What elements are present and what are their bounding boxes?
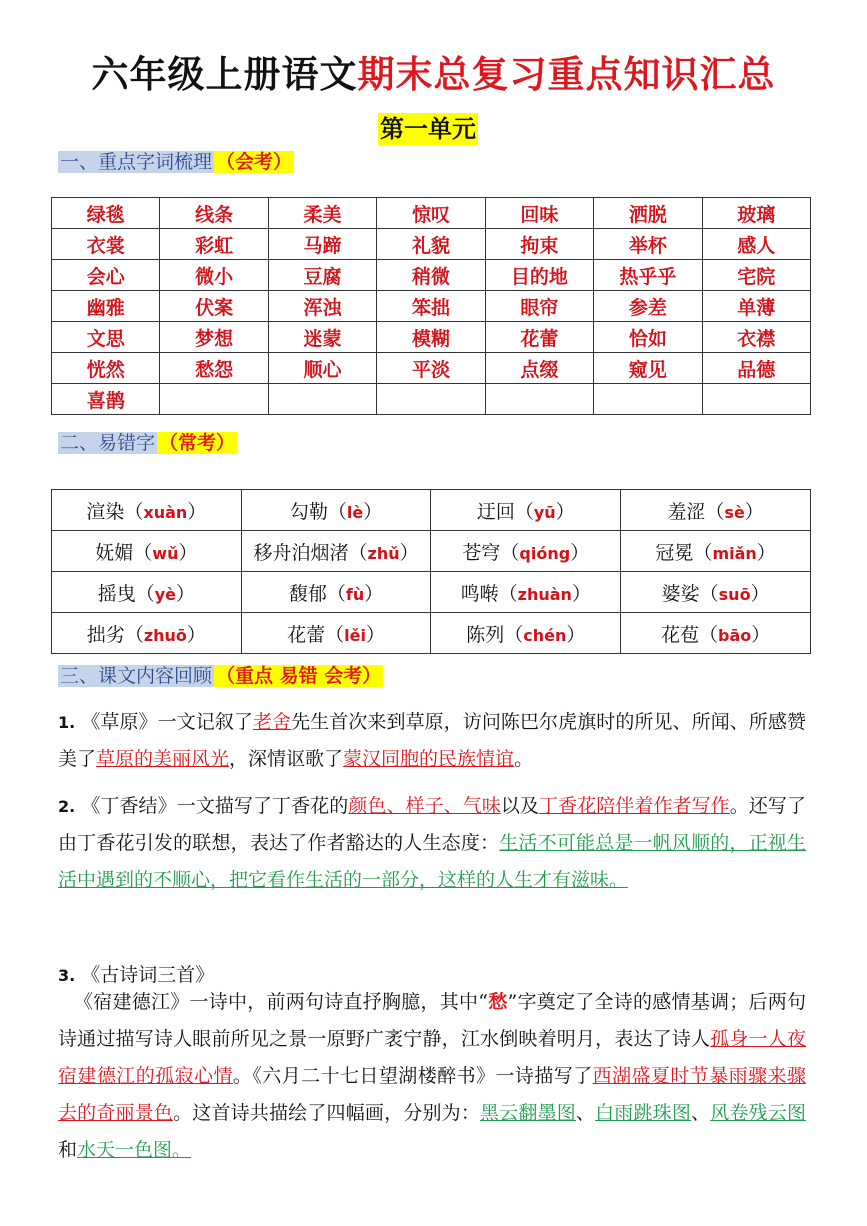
close-paren: ） (751, 623, 771, 646)
close-paren: ） (756, 541, 776, 564)
close-paren: ） (750, 582, 770, 605)
word-cell: 宅院 (702, 260, 810, 291)
pinyin-word: 羞涩 (667, 500, 706, 523)
word-cell: 顺心 (268, 353, 376, 384)
paragraph-2-number: 2. (58, 797, 76, 816)
word-cell: 梦想 (160, 322, 268, 353)
p1-text-a: 《草原》一文记叙了 (81, 711, 253, 733)
open-paren: （ (500, 541, 520, 564)
pinyin-reading: yè (154, 584, 177, 604)
word-cell (702, 384, 810, 415)
page-title (0, 44, 867, 98)
title-black: 六年级上册语文 (91, 52, 358, 96)
word-cell (160, 384, 268, 415)
word-cell: 回味 (485, 198, 593, 229)
p3-sep-2: 、 (691, 1102, 711, 1124)
p1-friendship: 蒙汉同胞的民族情谊 (343, 748, 515, 770)
word-cell: 微小 (160, 260, 268, 291)
p2-text-e: 。还写了由丁香花引发的联想，表达了作者豁达的人生态度： (58, 795, 806, 854)
pinyin-reading: zhuō (143, 625, 187, 645)
words-row (52, 322, 811, 353)
p3-lonely: 孤身一人夜宿建德江的孤寂心情 (58, 1028, 806, 1087)
pinyin-word: 馥郁 (288, 582, 327, 605)
p3-and: 和 (58, 1139, 78, 1161)
p2-attitude: 生活不可能总是一帆风顺的，正视生活中遇到的不顺心，把它看作生活的一部分，这样的人生才有滋味。 (58, 832, 806, 891)
word-cell: 花蕾 (485, 322, 593, 353)
open-paren: （ (504, 623, 524, 646)
pinyin-cell (431, 613, 621, 654)
pinyin-cell (52, 613, 242, 654)
section-2-title: 二、易错字 (60, 432, 156, 454)
word-cell: 马蹄 (268, 229, 376, 260)
word-cell: 目的地 (485, 260, 593, 291)
pinyin-reading: yū (533, 502, 556, 522)
word-cell: 幽雅 (52, 291, 160, 322)
word-cell: 举杯 (594, 229, 702, 260)
close-paren: ） (365, 623, 385, 646)
p1-author: 老舍 (252, 711, 292, 733)
word-cell: 笨拙 (377, 291, 485, 322)
words-row (52, 260, 811, 291)
word-cell: 热乎乎 (594, 260, 702, 291)
pinyin-row (52, 531, 811, 572)
open-paren: （ (124, 500, 144, 523)
close-paren: ） (555, 500, 575, 523)
word-cell: 惊叹 (377, 198, 485, 229)
p2-features: 颜色、样子、气味 (348, 795, 501, 817)
word-cell: 迷蒙 (268, 322, 376, 353)
word-cell: 浑浊 (268, 291, 376, 322)
pinyin-reading: sè (724, 502, 745, 522)
pinyin-word: 冠冕 (655, 541, 694, 564)
open-paren: （ (705, 500, 725, 523)
word-cell: 单薄 (702, 291, 810, 322)
close-paren: ） (744, 500, 764, 523)
open-paren: （ (348, 541, 368, 564)
pinyin-word: 勾勒 (289, 500, 328, 523)
pinyin-cell (241, 531, 431, 572)
paragraph-3 (58, 984, 806, 1169)
p3-westlake: 西湖盛夏时节暴雨骤来骤去的奇丽景色 (58, 1065, 806, 1124)
word-cell (268, 384, 376, 415)
pinyin-word: 花苞 (660, 623, 699, 646)
p3-sep-1: 、 (575, 1102, 596, 1124)
open-paren: （ (498, 582, 518, 605)
word-cell: 参差 (594, 291, 702, 322)
word-cell: 绿毯 (52, 198, 160, 229)
p2-text-a: 《丁香结》一文描写了丁香花的 (81, 795, 349, 817)
word-cell: 模糊 (377, 322, 485, 353)
word-cell: 窥见 (594, 353, 702, 384)
pinyin-reading: zhuàn (517, 584, 572, 604)
pinyin-reading: lěi (344, 625, 366, 645)
paragraph-3-number: 3. (58, 966, 76, 985)
open-paren: （ (327, 500, 347, 523)
open-paren: （ (133, 541, 153, 564)
pinyin-word: 花蕾 (287, 623, 326, 646)
word-cell: 喜鹊 (52, 384, 160, 415)
p3-text-e: 。《六月二十七日望湖楼醉书》一诗描写了 (232, 1065, 593, 1087)
p3-picture-2: 白雨跳珠图 (595, 1102, 692, 1124)
word-cell: 眼帘 (485, 291, 593, 322)
p2-companion: 丁香花陪伴着作者写作 (539, 795, 730, 817)
words-row (52, 384, 811, 415)
section-1-heading (58, 147, 294, 177)
unit-heading: 第一单元 (380, 114, 476, 143)
word-cell: 玻璃 (702, 198, 810, 229)
p1-text-e: ，深情讴歌了 (229, 748, 344, 770)
close-paren: ） (570, 541, 590, 564)
word-cell: 拘束 (485, 229, 593, 260)
pinyin-reading: suō (718, 584, 751, 604)
pinyin-reading: chén (523, 625, 567, 645)
open-paren: （ (514, 500, 534, 523)
pinyin-cell (241, 613, 431, 654)
paragraph-2 (58, 788, 806, 899)
words-row (52, 198, 811, 229)
pinyin-cell (621, 531, 811, 572)
section-1-tag: （会考） (216, 151, 293, 173)
open-paren: （ (326, 582, 346, 605)
pinyin-reading: lè (346, 502, 364, 522)
word-cell: 文思 (52, 322, 160, 353)
section-3-heading (58, 661, 383, 691)
pinyin-word: 移舟泊烟渚 (253, 541, 349, 564)
open-paren: （ (325, 623, 345, 646)
words-row (52, 291, 811, 322)
section-3-title: 三、课文内容回顾 (60, 665, 213, 687)
pinyin-row (52, 613, 811, 654)
section-2-tag: （常考） (159, 432, 236, 454)
close-paren: ） (571, 582, 591, 605)
pinyin-table (51, 489, 811, 654)
title-red: 期末总复习重点知识汇总 (357, 52, 776, 96)
close-paren: ） (363, 500, 383, 523)
word-cell: 柔美 (268, 198, 376, 229)
paragraph-1-number: 1. (58, 713, 76, 732)
section-2-heading (58, 428, 237, 458)
pinyin-reading: qióng (519, 543, 571, 563)
p1-text-c: 先生首次来到草原，访问陈巴尔虎旗时的所见、所闻、所感赞美了 (58, 711, 806, 770)
p3-picture-4: 水天一色图。 (77, 1139, 192, 1161)
pinyin-row (52, 572, 811, 613)
pinyin-cell (431, 490, 621, 531)
pinyin-cell (52, 572, 242, 613)
pinyin-reading: miǎn (712, 543, 757, 563)
word-cell: 衣襟 (702, 322, 810, 353)
word-cell: 洒脱 (594, 198, 702, 229)
word-cell: 恰如 (594, 322, 702, 353)
pinyin-word: 婆娑 (661, 582, 700, 605)
p3-text-a: 《宿建德江》一诗中，前两句诗直抒胸臆，其中“ (74, 991, 488, 1013)
word-cell: 豆腐 (268, 260, 376, 291)
section-1-title: 一、重点字词梳理 (60, 151, 213, 173)
pinyin-word: 迂回 (476, 500, 515, 523)
pinyin-word: 渲染 (86, 500, 125, 523)
open-paren: （ (699, 582, 719, 605)
p3-text-g: 。这首诗共描绘了四幅画，分别为： (173, 1102, 480, 1124)
pinyin-cell (621, 490, 811, 531)
pinyin-cell (431, 531, 621, 572)
section-3-tag: （重点 易错 会考） (216, 665, 382, 687)
close-paren: ） (399, 541, 419, 564)
pinyin-row (52, 490, 811, 531)
pinyin-word: 鸣啭 (460, 582, 499, 605)
word-cell (485, 384, 593, 415)
word-cell (377, 384, 485, 415)
pinyin-word: 苍穹 (462, 541, 501, 564)
word-cell: 愁怨 (160, 353, 268, 384)
close-paren: ） (364, 582, 384, 605)
word-cell: 稍微 (377, 260, 485, 291)
p3-text-c: ”字奠定了全诗的感情基调；后两句诗通过描写诗人眼前所见之景一原野广袤宁静，江水倒映着明月，表达了诗人 (58, 991, 806, 1050)
key-words-table (51, 197, 811, 415)
pinyin-reading: zhǔ (367, 543, 400, 563)
word-cell: 礼貌 (377, 229, 485, 260)
words-row (52, 229, 811, 260)
p3-picture-1: 黑云翻墨图 (480, 1102, 576, 1124)
pinyin-word: 陈列 (466, 623, 505, 646)
close-paren: ） (176, 582, 196, 605)
p1-text-g: 。 (514, 748, 534, 770)
pinyin-reading: bāo (717, 625, 752, 645)
close-paren: ） (186, 623, 206, 646)
word-cell (594, 384, 702, 415)
pinyin-cell (241, 490, 431, 531)
open-paren: （ (698, 623, 718, 646)
p3-sorrow: 愁 (488, 991, 508, 1013)
words-row (52, 353, 811, 384)
pinyin-reading: xuàn (143, 502, 188, 522)
open-paren: （ (135, 582, 155, 605)
word-cell: 彩虹 (160, 229, 268, 260)
word-cell: 衣裳 (52, 229, 160, 260)
pinyin-cell (621, 572, 811, 613)
word-cell: 品德 (702, 353, 810, 384)
open-paren: （ (693, 541, 713, 564)
pinyin-word: 拙劣 (86, 623, 125, 646)
close-paren: ） (178, 541, 198, 564)
word-cell: 平淡 (377, 353, 485, 384)
pinyin-cell (621, 613, 811, 654)
pinyin-reading: wǔ (152, 543, 179, 563)
open-paren: （ (124, 623, 144, 646)
pinyin-word: 妩媚 (95, 541, 134, 564)
pinyin-reading: fù (345, 584, 365, 604)
word-cell: 感人 (702, 229, 810, 260)
word-cell: 恍然 (52, 353, 160, 384)
pinyin-cell (241, 572, 431, 613)
close-paren: ） (566, 623, 586, 646)
pinyin-word: 摇曳 (97, 582, 136, 605)
p3-title: 《古诗词三首》 (81, 964, 215, 986)
close-paren: ） (187, 500, 207, 523)
p3-picture-3: 风卷残云图 (710, 1102, 806, 1124)
word-cell: 伏案 (160, 291, 268, 322)
pinyin-cell (52, 490, 242, 531)
pinyin-cell (431, 572, 621, 613)
word-cell: 线条 (160, 198, 268, 229)
paragraph-1 (58, 704, 806, 778)
word-cell: 点缀 (485, 353, 593, 384)
p2-text-c: 以及 (500, 795, 540, 817)
p1-scenery: 草原的美丽风光 (96, 748, 230, 770)
pinyin-cell (52, 531, 242, 572)
word-cell: 会心 (52, 260, 160, 291)
